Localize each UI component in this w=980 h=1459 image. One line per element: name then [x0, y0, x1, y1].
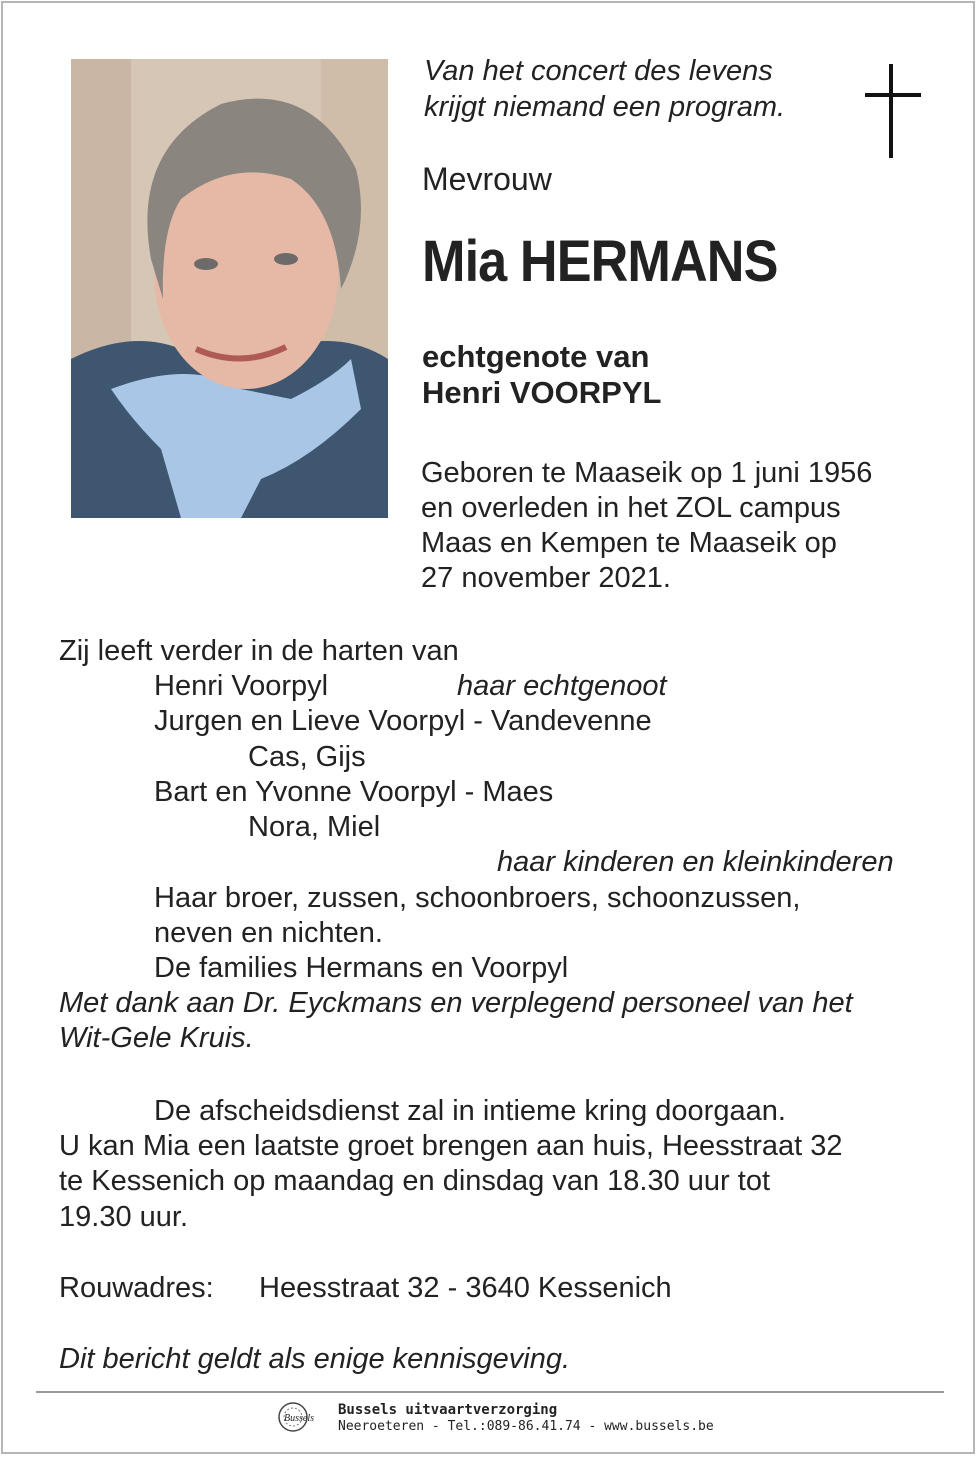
family-grandchildren-1: Cas, Gijs — [248, 741, 366, 773]
thanks-line-2: Wit-Gele Kruis. — [59, 1022, 254, 1054]
footer-divider — [36, 1391, 944, 1393]
portrait-photo — [71, 59, 388, 518]
footer-info: Neeroeteren - Tel.:089-86.41.74 - www.bussels.be — [338, 1419, 714, 1434]
family-child-1: Jurgen en Lieve Voorpyl - Vandevenne — [154, 705, 652, 737]
logo-text: Bussels — [284, 1413, 314, 1424]
quote-line-1: Van het concert des levens — [424, 55, 773, 87]
family-families: De families Hermans en Voorpyl — [154, 952, 569, 984]
family-siblings-1: Haar broer, zussen, schoonbroers, schoonzussen, — [154, 882, 801, 914]
address-value: Heesstraat 32 - 3640 Kessenich — [259, 1272, 672, 1304]
service-line-2: U kan Mia een laatste groet brengen aan huis, Heesstraat 32 — [59, 1130, 843, 1162]
death-line-1: en overleden in het ZOL campus — [421, 492, 841, 524]
opening-quote — [424, 53, 785, 125]
address-label: Rouwadres: — [59, 1272, 214, 1304]
spouse-line-2: Henri VOORPYL — [422, 375, 662, 410]
service-line-1: De afscheidsdienst zal in intieme kring doorgaan. — [154, 1095, 786, 1127]
family-siblings-2: neven en nichten. — [154, 917, 383, 949]
family-intro: Zij leeft verder in de harten van — [59, 635, 459, 667]
quote-line-2: krijgt niemand een program. — [424, 91, 786, 123]
family-grandchildren-2: Nora, Miel — [248, 811, 381, 843]
birth-death-block — [421, 456, 872, 596]
spouse-block — [422, 339, 661, 411]
service-line-3: te Kessenich op maandag en dinsdag van 18.30 uur tot — [59, 1165, 771, 1197]
footer-company: Bussels uitvaartverzorging — [338, 1402, 558, 1418]
thanks-line-1: Met dank aan Dr. Eyckmans en verplegend personeel van het — [59, 987, 853, 1019]
notice: Dit bericht geldt als enige kennisgeving. — [59, 1343, 571, 1375]
service-line-4: 19.30 uur. — [59, 1201, 188, 1233]
thanks-block — [59, 986, 853, 1056]
death-line-3: 27 november 2021. — [421, 562, 671, 594]
birth-line: Geboren te Maaseik op 1 juni 1956 — [421, 457, 873, 489]
family-children-role: haar kinderen en kleinkinderen — [497, 846, 894, 878]
spouse-line-1: echtgenote van — [422, 339, 650, 374]
deceased-name: Mia HERMANS — [422, 229, 778, 294]
family-spouse-role: haar echtgenoot — [457, 670, 667, 702]
salutation: Mevrouw — [422, 161, 552, 197]
bussels-logo-icon — [275, 1400, 331, 1434]
death-line-2: Maas en Kempen te Maaseik op — [421, 527, 837, 559]
family-spouse-name: Henri Voorpyl — [154, 670, 329, 702]
family-child-2: Bart en Yvonne Voorpyl - Maes — [154, 776, 554, 808]
